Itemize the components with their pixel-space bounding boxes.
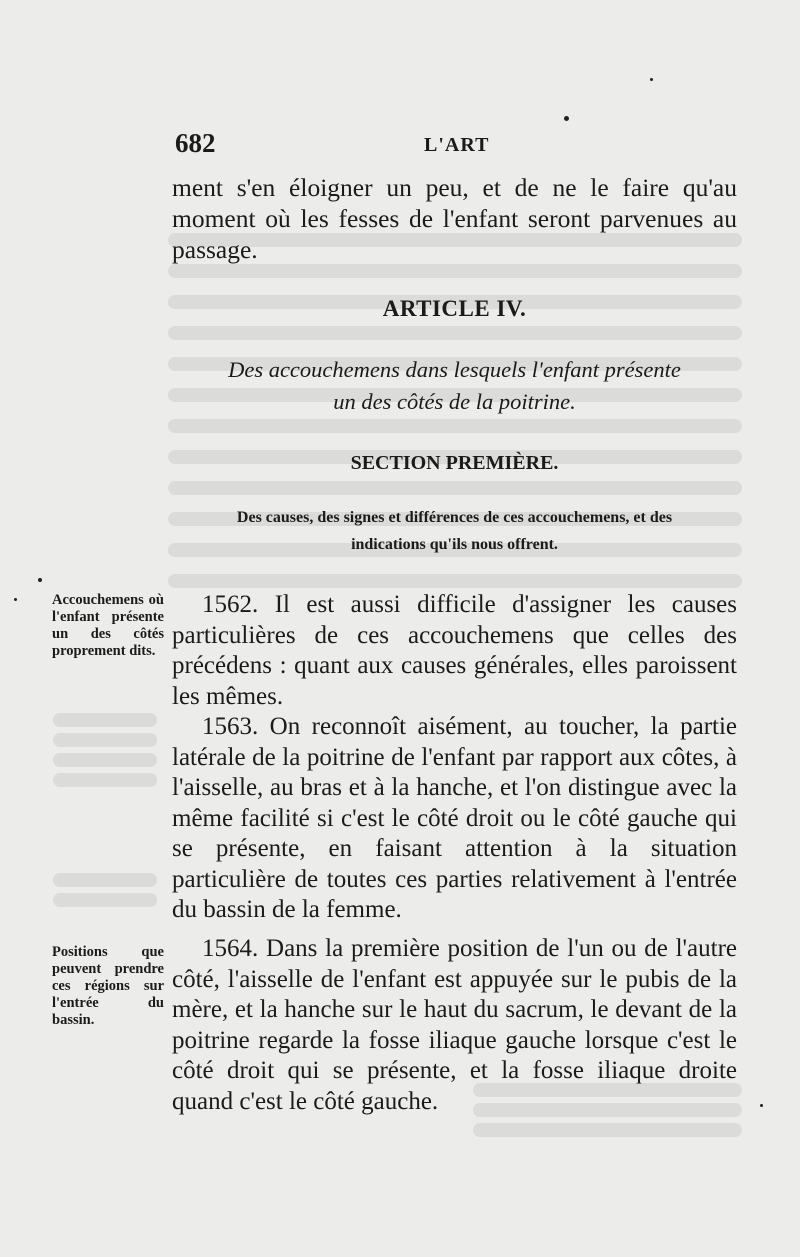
margin-note: Positions que peuvent prendre ces régions sur l'entrée du bassin. xyxy=(52,944,164,1028)
paper-speck xyxy=(14,598,17,601)
section-heading: SECTION PREMIÈRE. xyxy=(350,452,559,474)
page-number: 682 xyxy=(175,128,216,158)
paragraph-number: 1563. xyxy=(202,713,259,740)
article-heading: ARTICLE IV. xyxy=(382,296,527,321)
continuation-paragraph: ment s'en éloigner un peu, et de ne le faire qu'au moment où les fesses de l'enfant seront parvenues au passage. xyxy=(172,173,737,264)
paragraph-number: 1564. xyxy=(202,935,259,962)
article-title-line: Des accouchemens dans lesquels l'enfant présente xyxy=(228,357,681,382)
running-head: L'ART xyxy=(424,134,490,156)
section-subtitle xyxy=(172,504,737,558)
section-subtitle-line: indications qu'ils nous offrent. xyxy=(351,536,558,553)
paragraph-number: 1562. xyxy=(202,591,259,618)
article-title-line: un des côtés de la poitrine. xyxy=(333,389,576,414)
paper-speck xyxy=(760,1104,763,1107)
section-subtitle-line: Des causes, des signes et différences de ces accouchemens, et des xyxy=(236,509,673,526)
margin-note: Accouchemens où l'enfant présente un des côtés proprement dits. xyxy=(52,592,164,659)
paragraph-1563 xyxy=(172,712,737,926)
paragraph-text: Dans la première position de l'un ou de l'autre côté, l'aisselle de l'enfant est appuyée sur le pubis de la mère, et la hanche sur le haut du sacrum, le devant de la poitrine regarde la fosse iliaque gauche lorsque c'est le côté droit qui se présente, et la fosse iliaque droite quand c'est le côté gauche. xyxy=(172,935,738,1115)
paper-speck xyxy=(650,78,653,81)
paper-speck xyxy=(38,578,42,582)
paragraph-text: On reconnoît aisément, au toucher, la partie latérale de la poitrine de l'enfant par rapport aux côtes, à l'aisselle, au bras et à la hanche, et l'on distingue avec la même facilité si c'est le côté droit ou le côté gauche qui se présente, en faisant attention à la situation particulière de toutes ces parties relativement à l'entrée du bassin de la femme. xyxy=(172,713,738,923)
paragraph-text: Il est aussi difficile d'assigner les causes particulières de ces accouchemens que celles des précédens : quant aux causes générales, elles paroissent les mêmes. xyxy=(172,591,738,710)
paragraph-1562 xyxy=(172,590,737,712)
article-title xyxy=(172,354,737,418)
paragraph-1564 xyxy=(172,934,737,1117)
paper-speck xyxy=(564,116,569,121)
